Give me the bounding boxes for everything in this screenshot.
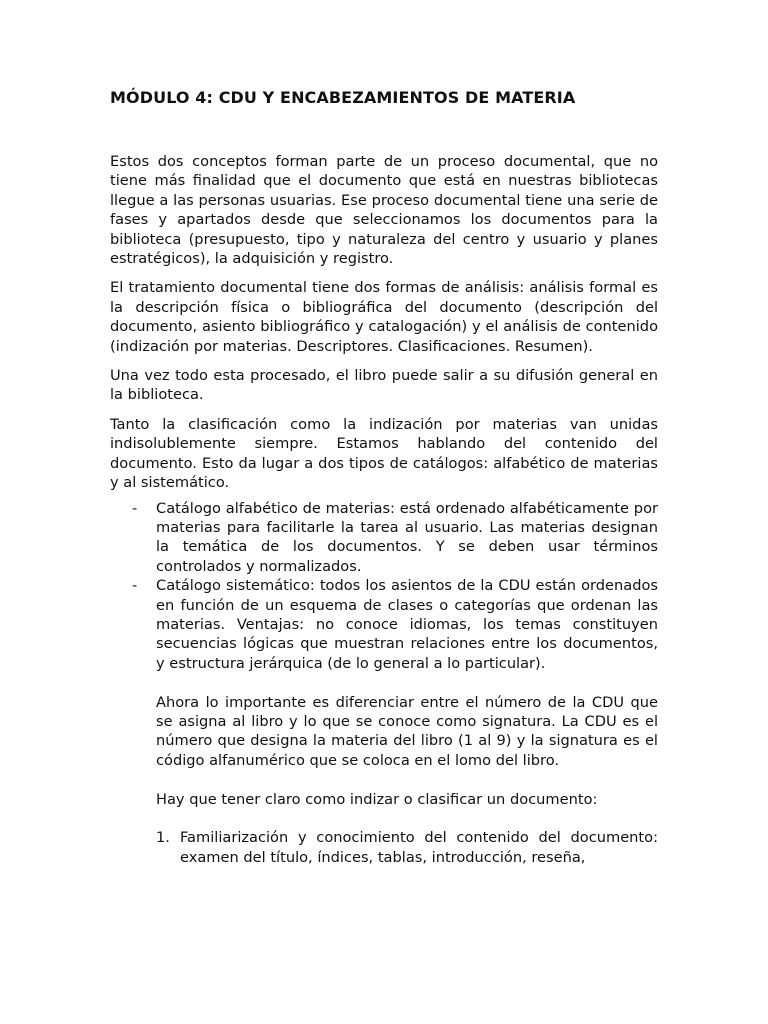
step-number: 1. <box>156 829 170 847</box>
list-item <box>110 828 658 867</box>
list-item <box>110 499 658 577</box>
paragraph-difusion: Una vez todo esta procesado, el libro puede salir a su difusión general en la biblioteca. <box>110 367 658 404</box>
paragraph-tratamiento: El tratamiento documental tiene dos formas de análisis: análisis formal es la descripción física o bibliográfica del documento (descripción del documento, asiento bibliográfico y catalogación) y el análisis de contenido (indización por materias. Descriptores. Clasificaciones. Resumen). <box>110 279 658 355</box>
dash-marker: - <box>132 499 138 517</box>
dash-marker: - <box>132 577 138 595</box>
list-item <box>110 576 658 673</box>
step-text: Familiarización y conocimiento del contenido del documento: examen del título, índices, tablas, introducción, reseña, <box>180 829 658 866</box>
paragraph-indizar: Hay que tener claro como indizar o clasificar un documento: <box>156 790 598 808</box>
indexing-steps-list <box>110 828 658 867</box>
paragraph-cdu-signatura: Ahora lo importante es diferenciar entre el número de la CDU que se asigna al libro y lo que se conoce como signatura. La CDU es el número que designa la materia del libro (1 al 9) y la signatura es el código alfanumérico que se coloca en el lomo del libro. <box>156 693 658 769</box>
catalog-types-list <box>110 499 658 674</box>
paragraph-intro: Estos dos conceptos forman parte de un proceso documental, que no tiene más finalidad que el documento que está en nuestras bibliotecas llegue a las personas usuarias. Ese proceso documental tiene una serie de fases y apartados desde que seleccionamos los documentos para la biblioteca (presupuesto, tipo y naturaleza del centro y usuario y planes estratégicos), la adquisición y registro. <box>110 153 658 268</box>
document-title: MÓDULO 4: CDU Y ENCABEZAMIENTOS DE MATERIA <box>110 88 576 107</box>
paragraph-clasificacion: Tanto la clasificación como la indización por materias van unidas indisolublemente siempre. Estamos hablando del contenido del documento. Esto da lugar a dos tipos de catálogos: alfabético de materias y al sistemático. <box>110 415 658 492</box>
list-item-text: Catálogo alfabético de materias: está ordenado alfabéticamente por materias para facilitarle la tarea al usuario. Las materias designan la temática de los documentos. Y se deben usar términos controlados y normalizados. <box>156 499 658 575</box>
list-item-text: Catálogo sistemático: todos los asientos de la CDU están ordenados en función de un esquema de clases o categorías que ordenan las materias. Ventajas: no conoce idiomas, los temas constituyen secuencias lógicas que muestran relaciones entre los documentos, y estructura jerárquica (de lo general a lo particular). <box>156 577 658 672</box>
